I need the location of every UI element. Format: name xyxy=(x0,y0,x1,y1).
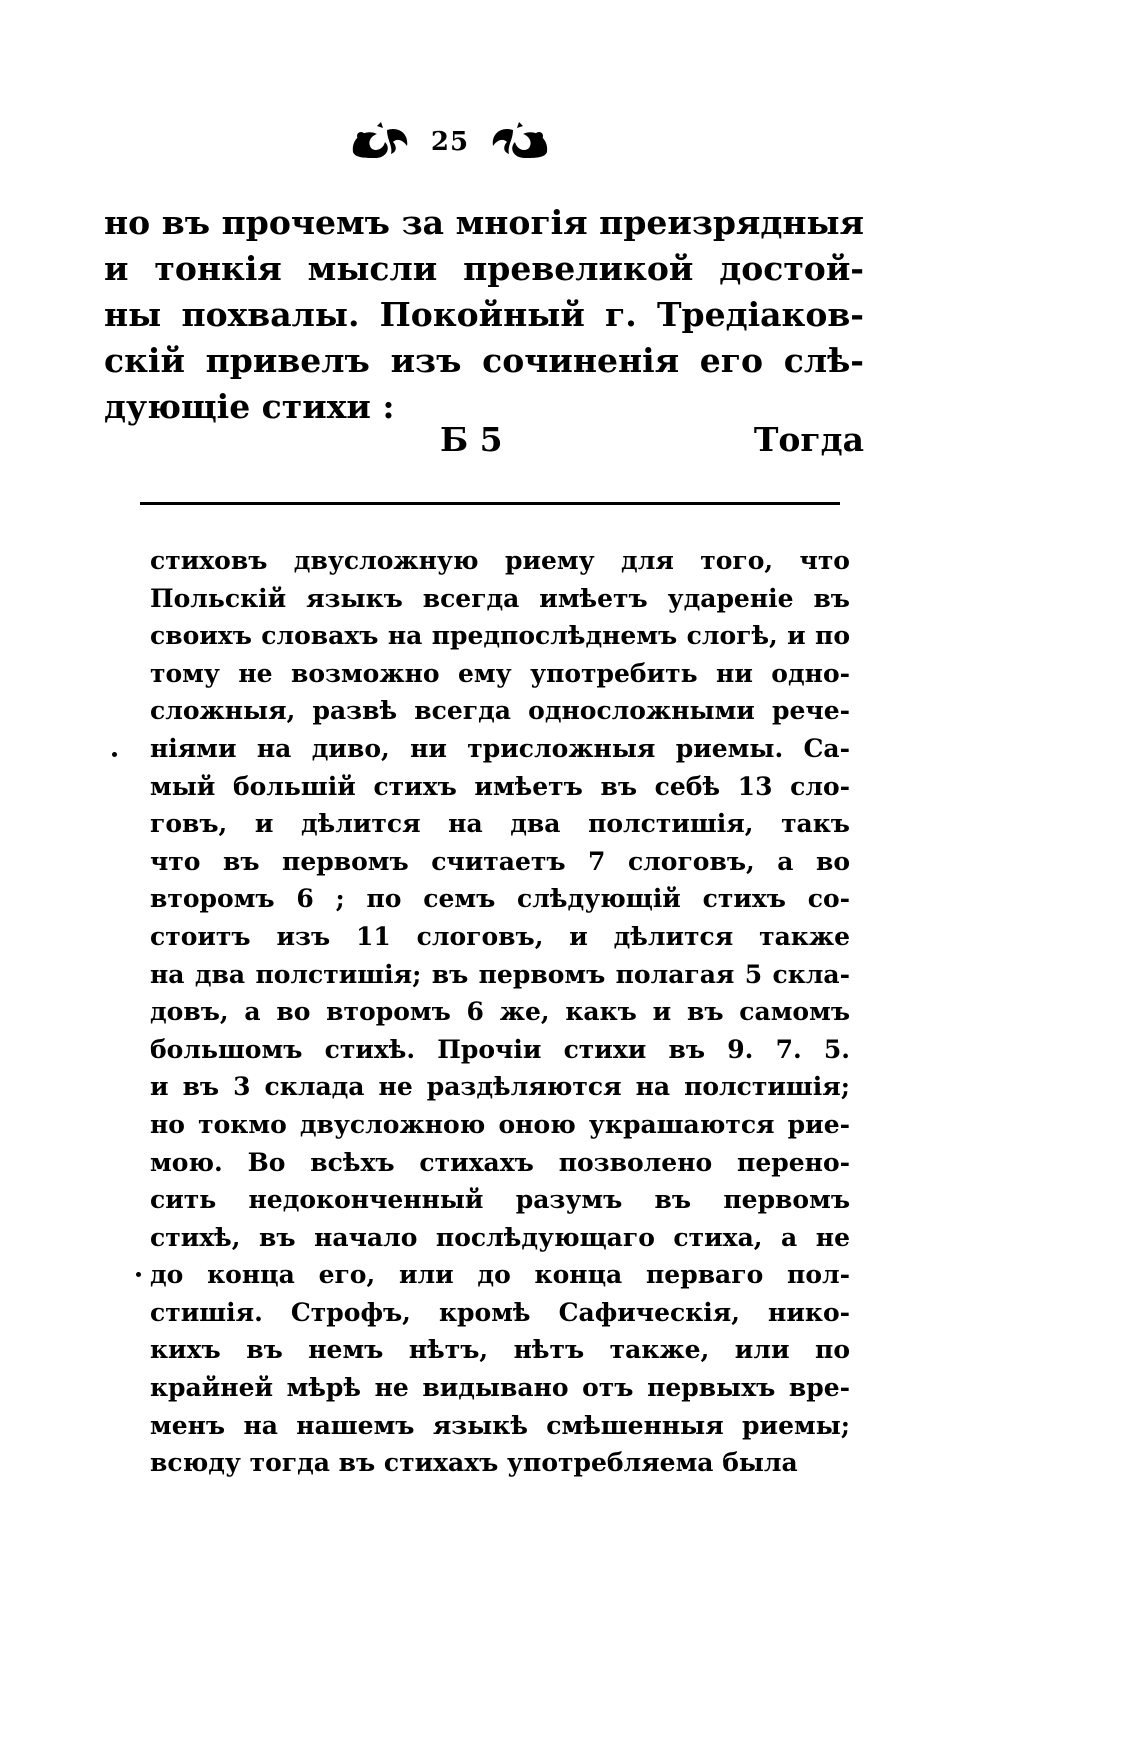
footnote-line: тому не возможно ему употребить ни одно- xyxy=(150,658,850,688)
footnote-line: стоитъ изъ 11 слоговъ, и дѣлится также xyxy=(150,921,850,951)
running-head xyxy=(340,112,560,172)
footnote-line: до конца его, или до конца перваго пол- xyxy=(150,1260,850,1290)
footnote-line: на два полстишія; въ первомъ полагая 5 скла- xyxy=(150,959,850,989)
footnote-line: стишія. Строфъ, кромѣ Сафическія, нико- xyxy=(150,1297,850,1327)
text-line: скій привелъ изъ сочиненія его слѣ- xyxy=(104,341,864,380)
footnote-line: мый большій стихъ имѣетъ въ себѣ 13 сло- xyxy=(150,771,850,801)
text-line: ны похвалы. Покойный г. Тредіаков- xyxy=(104,295,864,334)
footnote-line: сложныя, развѣ всегда односложными рече- xyxy=(150,696,850,726)
footnote-line: кихъ въ немъ нѣтъ, нѣтъ также, или по xyxy=(150,1335,850,1365)
text-line: и тонкія мысли превеликой достой- xyxy=(104,249,864,288)
text-line: дующіе стихи : xyxy=(104,387,395,426)
footnote-line: большомъ стихѣ. Прочіи стихи въ 9. 7. 5. xyxy=(150,1034,850,1064)
margin-speck xyxy=(136,1272,141,1277)
footnote-line: второмъ 6 ; по семъ слѣдующій стихъ со- xyxy=(150,884,850,914)
signature-mark: Б 5 xyxy=(440,420,503,459)
page-number: 25 xyxy=(430,127,470,157)
footnote-rule xyxy=(140,502,840,505)
margin-speck xyxy=(112,752,117,757)
footnote-line: сить недоконченный разумъ въ первомъ xyxy=(150,1185,850,1215)
footnote-line: стиховъ двусложную риему для того, что xyxy=(150,546,850,575)
right-fleuron-icon xyxy=(483,122,553,162)
footnote-line: но токмо двусложною оною украшаются рие- xyxy=(150,1109,850,1139)
main-text xyxy=(104,200,864,430)
footnote-line: и въ 3 склада не раздѣляются на полстишія; xyxy=(150,1072,850,1102)
footnote-line: всюду тогда въ стихахъ употребляема была xyxy=(150,1448,798,1478)
footnote-line: мою. Во всѣхъ стихахъ позволено перено- xyxy=(150,1147,850,1177)
footnote-line: менъ на нашемъ языкѣ смѣшенныя риемы; xyxy=(150,1410,850,1440)
footnote-line: своихъ словахъ на предпослѣднемъ слогѣ, и по xyxy=(150,621,850,651)
footnote-line: говъ, и дѣлится на два полстишія, такъ xyxy=(150,809,850,839)
footnote-line: ніями на диво, ни трисложныя риемы. Са- xyxy=(150,733,850,763)
signature-line xyxy=(104,420,864,470)
text-line: но въ прочемъ за многія преизрядныя xyxy=(104,203,864,242)
footnote-line: что въ первомъ считаетъ 7 слоговъ, а во xyxy=(150,846,850,876)
footnote-line: крайней мѣрѣ не видывано отъ первыхъ вре- xyxy=(150,1373,850,1403)
footnote-line: довъ, а во второмъ 6 же, какъ и въ самомъ xyxy=(150,997,850,1027)
footnote-line: стихѣ, въ начало послѣдующаго стиха, а не xyxy=(150,1222,850,1252)
left-fleuron-icon xyxy=(347,122,417,162)
footnote-line: Польскій языкъ всегда имѣетъ удареніе въ xyxy=(150,583,850,613)
footnote-text xyxy=(150,542,850,1482)
catchword: Тогда xyxy=(753,420,864,459)
